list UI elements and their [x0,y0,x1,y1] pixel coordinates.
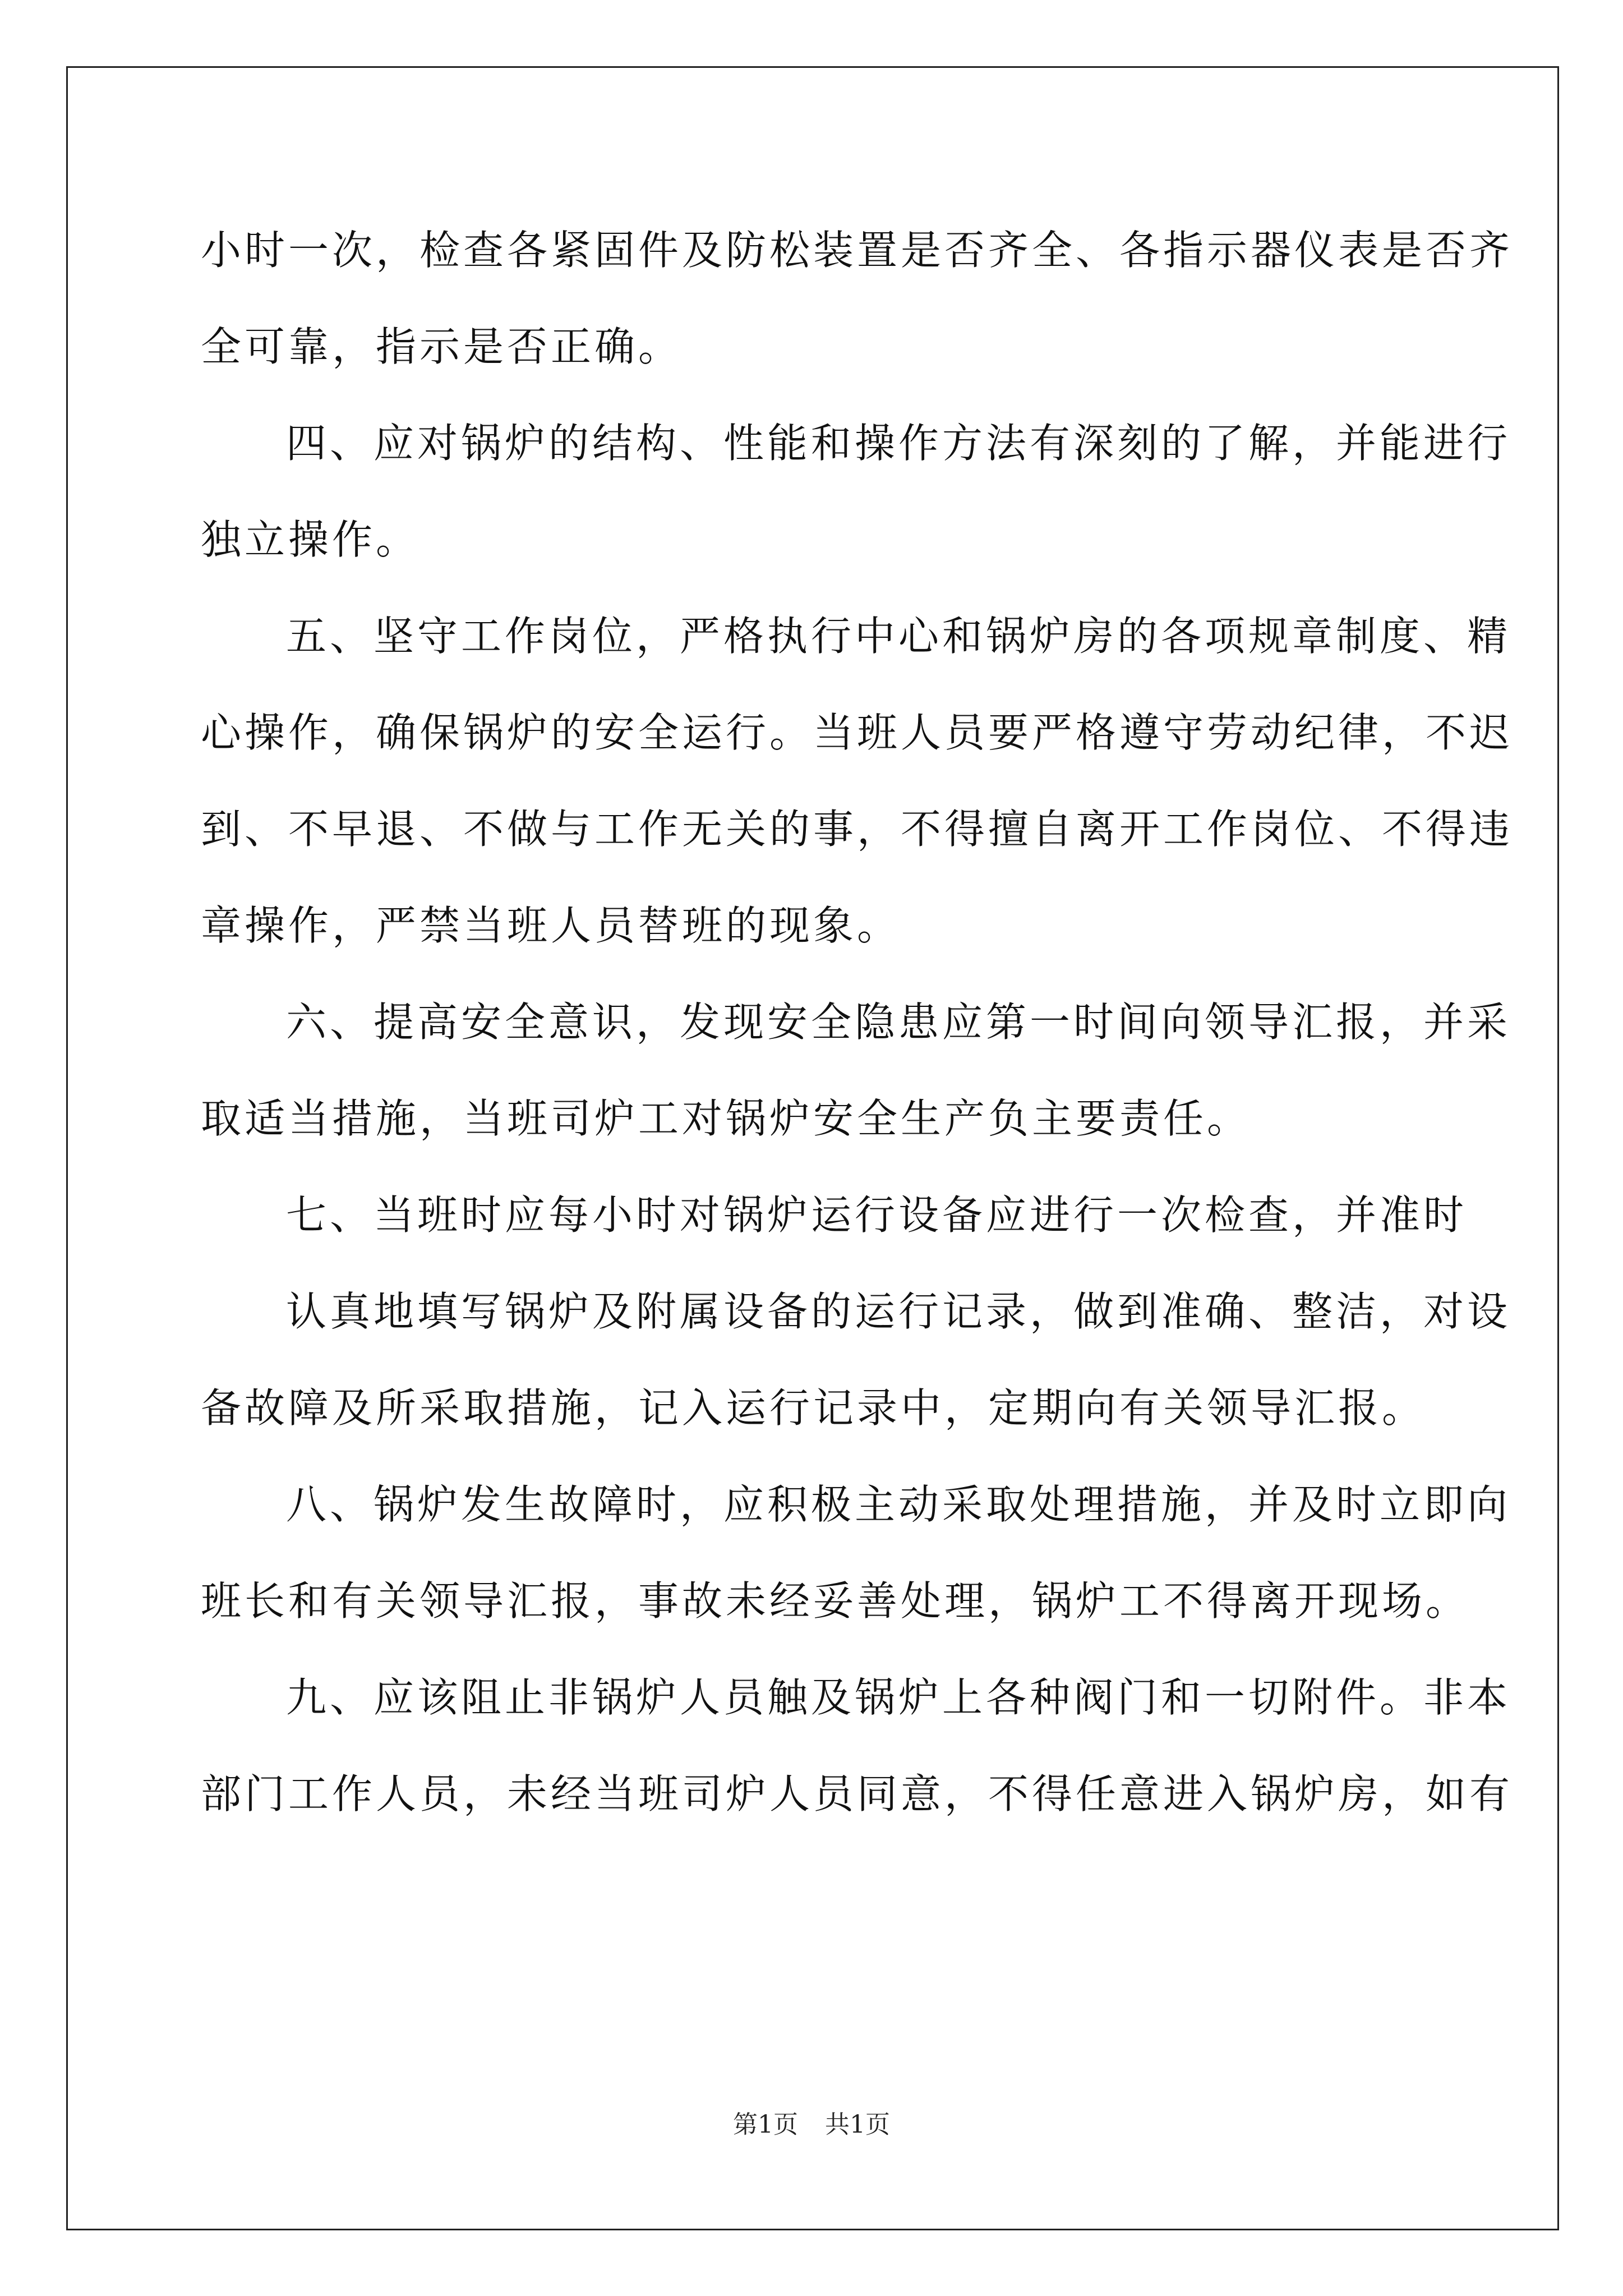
text-line-13: 备故障及所采取措施，记入运行记录中，定期向有关领导汇报。 [201,1384,1426,1432]
text-line-11: 七、当班时应每小时对锅炉运行设备应进行一次检查，并准时 [286,1191,1468,1239]
page-footer [0,2108,1623,2142]
text-line-10: 取适当措施，当班司炉工对锅炉安全生产负主要责任。 [201,1095,1251,1142]
text-line-17: 部门工作人员，未经当班司炉人员同意，不得任意进入锅炉房，如有 [201,1770,1514,1818]
document-body [201,202,1514,1842]
text-line-9: 六、提高安全意识，发现安全隐患应第一时间向领导汇报，并采 [286,999,1511,1046]
text-line-3: 四、应对锅炉的结构、性能和操作方法有深刻的了解，并能进行 [286,420,1511,467]
text-line-2: 全可靠，指示是否正确。 [201,323,683,370]
text-line-6: 心操作，确保锅炉的安全运行。当班人员要严格遵守劳动纪律，不迟 [201,709,1514,756]
text-line-14: 八、锅炉发生故障时，应积极主动采取处理措施，并及时立即向 [286,1481,1511,1528]
text-line-15: 班长和有关领导汇报，事故未经妥善处理，锅炉工不得离开现场。 [201,1577,1470,1625]
page-number: 第1页 [733,2110,798,2139]
text-line-7: 到、不早退、不做与工作无关的事，不得擅自离开工作岗位、不得违 [201,806,1514,853]
text-line-16: 九、应该阻止非锅炉人员触及锅炉上各种阀门和一切附件。非本 [286,1674,1511,1721]
text-line-4: 独立操作。 [201,516,420,563]
page-total: 共1页 [825,2110,890,2139]
text-line-8: 章操作，严禁当班人员替班的现象。 [201,902,901,949]
text-line-12: 认真地填写锅炉及附属设备的运行记录，做到准确、整洁，对设 [286,1288,1511,1335]
text-line-1: 小时一次，检查各紧固件及防松装置是否齐全、各指示器仪表是否齐 [201,227,1514,274]
text-line-5: 五、坚守工作岗位，严格执行中心和锅炉房的各项规章制度、精 [286,613,1511,660]
